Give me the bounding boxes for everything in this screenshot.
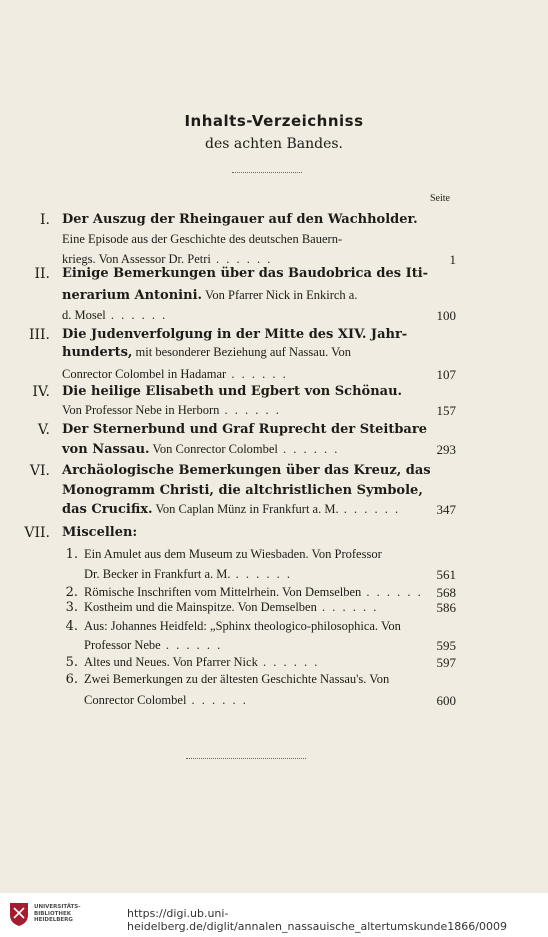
toc-entry-text: Eine Episode aus der Geschichte des deutschen Bauern- — [62, 232, 343, 246]
toc-entry-text: nerarium Antonini. Von Pfarrer Nick in Enkirch a. — [62, 288, 358, 303]
toc-entry-text: Zwei Bemerkungen zu der ältesten Geschichte Nassau's. Von — [84, 672, 390, 686]
toc-entry-author: Von Caplan Münz in Frankfurt a. M. — [155, 502, 339, 516]
toc-entry-text: von Nassau. Von Conrector Colombel . . . . . . — [62, 442, 340, 457]
toc-entry-author: Von — [380, 619, 401, 633]
toc-entry-text: Dr. Becker in Frankfurt a. M. . . . . . . — [84, 567, 292, 581]
toc-page-number: 293 — [436, 442, 456, 457]
leader-dots: . . . . . . — [210, 252, 273, 266]
leader-dots: . . . . . . — [105, 308, 168, 322]
toc-page-number: 157 — [436, 403, 456, 418]
footer-bar — [0, 893, 548, 937]
leader-dots: . . . . . . — [226, 367, 288, 381]
toc-page-number: 347 — [436, 502, 456, 517]
toc-page-number: 600 — [436, 693, 456, 708]
toc-page-number: 107 — [436, 367, 456, 382]
toc-page-number: 568 — [436, 585, 456, 600]
toc-entry-number: 6. — [65, 672, 78, 687]
leader-dots: . . . . . . — [230, 567, 292, 581]
leader-dots: . . . . . . — [316, 600, 379, 614]
toc-entry-text: Der Sternerbund und Graf Ruprecht der Steitbare — [62, 422, 427, 437]
toc-entry-number: 4. — [65, 619, 78, 634]
page-column-label: Seite — [430, 193, 450, 204]
university-library-logo-icon — [8, 901, 30, 927]
toc-entry-author: Von Professor — [311, 547, 382, 561]
toc-entry-text: Conrector Colombel in Hadamar . . . . . . — [62, 367, 288, 381]
toc-page-number: 1 — [449, 252, 456, 267]
toc-entry-number: 3. — [65, 600, 78, 615]
page-subtitle: des achten Bandes. — [205, 136, 343, 152]
toc-entry-text: Monogramm Christi, die altchristlichen Symbole, — [62, 483, 423, 498]
leader-dots: . . . . . . — [219, 403, 281, 417]
toc-page-number: 586 — [436, 600, 456, 615]
toc-entry-number: IV. — [32, 384, 50, 400]
toc-entry-author: Von — [369, 672, 390, 686]
toc-page-number: 597 — [436, 655, 456, 670]
toc-entry-text: Conrector Colombel . . . . . . — [84, 693, 248, 707]
toc-entry-number: 1. — [65, 547, 78, 562]
toc-entry-text: hunderts, mit besonderer Beziehung auf Nassau. Von — [62, 345, 352, 360]
leader-dots: . . . . . . — [338, 502, 401, 516]
toc-entry-number: 2. — [65, 585, 78, 600]
ornament-divider-bottom — [186, 758, 306, 765]
toc-entry-text: Professor Nebe . . . . . . — [84, 638, 223, 652]
leader-dots: . . . . . . — [160, 638, 223, 652]
toc-entry-author: Von Demselben — [282, 585, 362, 599]
toc-entry-text: kriegs. Von Assessor Dr. Petri . . . . . . — [62, 252, 273, 266]
toc-entry-number: 5. — [65, 655, 78, 670]
toc-entry-text: Aus: Johannes Heidfeld: „Sphinx theologico-philosophica. Von — [84, 619, 401, 633]
source-url-link[interactable]: https://digi.ub.uni-heidelberg.de/diglit/annalen_nassauische_altertumskunde1866/0009 — [127, 907, 507, 933]
toc-entry-number: III. — [28, 327, 50, 343]
toc-entry-text: das Crucifix. Von Caplan Münz in Frankfurt a. M. . . . . . . — [62, 502, 401, 517]
toc-page-number: 595 — [436, 638, 456, 653]
page-title: Inhalts-Verzeichniss — [184, 112, 364, 130]
toc-entry-author: Von Pfarrer Nick in Enkirch a. — [204, 288, 358, 302]
toc-entry-text: Miscellen: — [62, 525, 138, 540]
library-logo-text: UNIVERSITÄTS- BIBLIOTHEK HEIDELBERG — [34, 904, 81, 923]
toc-entry-number: V. — [37, 422, 50, 438]
toc-page-number: 561 — [436, 567, 456, 582]
toc-entry-text: Römische Inschriften vom Mittelrhein. Von Demselben . . . . . . — [84, 585, 423, 599]
toc-entry-number: II. — [34, 266, 50, 282]
ornament-divider-top — [232, 172, 302, 179]
leader-dots: . . . . . . — [257, 655, 320, 669]
toc-entry-text: Der Auszug der Rheingauer auf den Wachholder. — [62, 212, 418, 227]
leader-dots: . . . . . . — [361, 585, 423, 599]
toc-entry-author: Von Pfarrer Nick — [172, 655, 258, 669]
toc-entry-author: Von Conrector Colombel — [152, 442, 278, 456]
toc-entry-number: I. — [40, 212, 50, 228]
toc-entry-text: Einige Bemerkungen über das Baudobrica des Iti- — [62, 266, 429, 281]
toc-entry-text: Kostheim und die Mainspitze. Von Demselben . . . . . . — [84, 600, 379, 614]
leader-dots: . . . . . . — [277, 442, 340, 456]
toc-page-number: 100 — [436, 308, 456, 323]
leader-dots: . . . . . . — [186, 693, 248, 707]
toc-entry-text: Von Professor Nebe in Herborn . . . . . . — [62, 403, 281, 417]
toc-entry-text: Ein Amulet aus dem Museum zu Wiesbaden. Von Professor — [84, 547, 382, 561]
toc-entry-text: Die Judenverfolgung in der Mitte des XIV. Jahr- — [62, 327, 408, 342]
toc-entry-number: VI. — [29, 463, 50, 479]
toc-entry-author: Von Demselben — [237, 600, 317, 614]
toc-entry-text: Altes und Neues. Von Pfarrer Nick . . . . . . — [84, 655, 320, 669]
toc-entry-number: VII. — [24, 525, 50, 541]
toc-entry-text: d. Mosel . . . . . . — [62, 308, 168, 322]
toc-entry-text: Die heilige Elisabeth und Egbert von Schönau. — [62, 384, 403, 399]
toc-entry-author: mit besonderer Beziehung auf Nassau. Von — [135, 345, 352, 359]
toc-entry-text: Archäologische Bemerkungen über das Kreuz, das — [62, 463, 431, 478]
